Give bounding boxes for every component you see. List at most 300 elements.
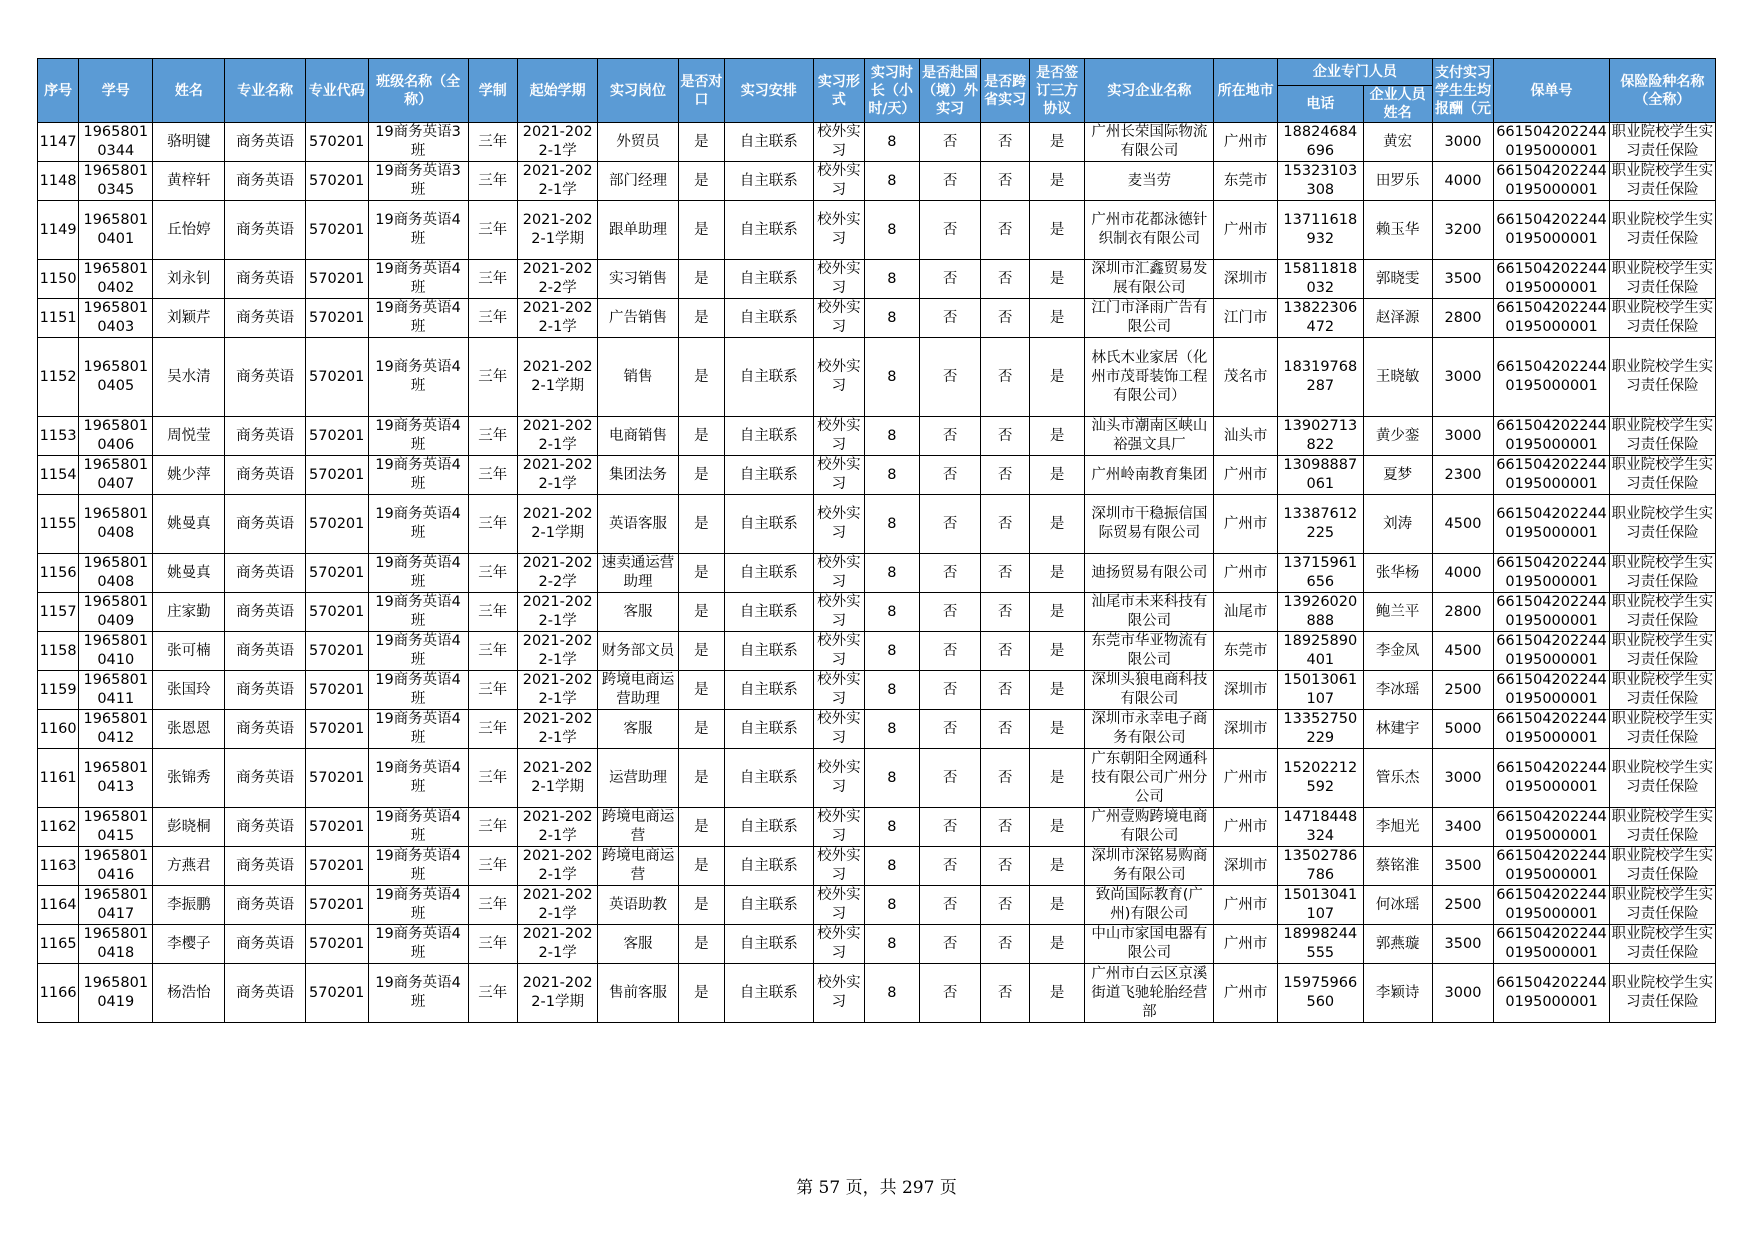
row-form-cell xyxy=(813,554,865,593)
row-insurance-cell xyxy=(1609,201,1715,260)
table-row xyxy=(38,632,1716,671)
row-company-cell xyxy=(1085,417,1214,456)
row-pay-cell xyxy=(1432,123,1494,162)
row-major-code: 570201 xyxy=(309,133,365,150)
row-policy-cell xyxy=(1494,456,1609,495)
row-cross-province-cell xyxy=(981,925,1029,964)
row-position-cell xyxy=(598,554,678,593)
row-agreement-cell xyxy=(1029,710,1085,749)
row-insurance-cell xyxy=(1609,710,1715,749)
row-company: 广州岭南教育集团 xyxy=(1091,466,1208,483)
row-major: 商务英语 xyxy=(236,681,295,698)
row-major-cell xyxy=(225,456,305,495)
row-company: 深圳头狼电商科技有限公司 xyxy=(1091,672,1208,707)
row-name-cell xyxy=(153,925,225,964)
row-major-cell xyxy=(225,925,305,964)
row-policy: 6615042022440195000001 xyxy=(1496,506,1607,541)
row-name: 黄梓轩 xyxy=(167,172,211,189)
row-duration-cell xyxy=(468,201,517,260)
row-class-name: 19商务英语4班 xyxy=(375,809,461,844)
row-position: 客服 xyxy=(623,720,653,737)
table-row xyxy=(38,162,1716,201)
row-policy-cell xyxy=(1494,593,1609,632)
row-major-code: 570201 xyxy=(309,896,365,913)
row-major: 商务英语 xyxy=(236,857,295,874)
row-phone-cell xyxy=(1278,123,1363,162)
row-abroad-cell xyxy=(919,925,981,964)
row-name: 姚曼真 xyxy=(167,564,211,581)
row-hours: 8 xyxy=(887,466,897,483)
row-start-term-cell xyxy=(517,671,597,710)
row-insurance: 职业院校学生实习责任保险 xyxy=(1611,359,1714,394)
row-position-cell xyxy=(598,925,678,964)
row-duration-cell xyxy=(468,495,517,554)
row-abroad: 否 xyxy=(942,935,958,952)
row-name-cell xyxy=(153,749,225,808)
row-position: 跨境电商运营助理 xyxy=(601,672,675,707)
row-student-id: 19658010344 xyxy=(83,124,149,159)
row-start-term-cell xyxy=(517,162,597,201)
row-student-id: 19658010415 xyxy=(83,809,149,844)
row-name-cell xyxy=(153,123,225,162)
row-form-cell xyxy=(813,632,865,671)
row-class-name: 19商务英语3班 xyxy=(375,163,461,198)
row-seq-cell xyxy=(38,886,79,925)
row-cross-province-cell xyxy=(981,632,1029,671)
row-duration: 三年 xyxy=(478,270,508,287)
header-abroad-text: 是否赴国（境）外实习 xyxy=(922,64,979,117)
header-pay xyxy=(1432,59,1494,123)
row-city-cell xyxy=(1214,456,1278,495)
row-contact-name-cell xyxy=(1363,749,1432,808)
row-policy: 6615042022440195000001 xyxy=(1496,212,1607,247)
row-duration: 三年 xyxy=(478,681,508,698)
row-class-name: 19商务英语4班 xyxy=(375,555,461,590)
row-contact-name: 李金凤 xyxy=(1375,642,1420,659)
row-hours: 8 xyxy=(887,564,897,581)
row-seq: 1153 xyxy=(39,427,77,444)
row-pay-cell xyxy=(1432,749,1494,808)
row-student-id: 19658010419 xyxy=(83,975,149,1010)
row-abroad-cell xyxy=(919,299,981,338)
row-city-cell xyxy=(1214,123,1278,162)
row-policy: 6615042022440195000001 xyxy=(1496,760,1607,795)
row-student-id-cell xyxy=(79,338,153,417)
row-major-code: 570201 xyxy=(309,935,365,952)
row-abroad-cell xyxy=(919,808,981,847)
row-start-term: 2021-2022-1学 xyxy=(522,418,593,453)
row-duration: 三年 xyxy=(478,133,508,150)
row-policy: 6615042022440195000001 xyxy=(1496,124,1607,159)
row-duration-cell xyxy=(468,260,517,299)
row-seq: 1164 xyxy=(39,896,77,913)
row-city-cell xyxy=(1214,671,1278,710)
row-city: 东莞市 xyxy=(1223,642,1268,659)
row-name-cell xyxy=(153,847,225,886)
row-position: 外贸员 xyxy=(616,133,660,150)
row-abroad: 否 xyxy=(942,896,958,913)
row-class-name: 19商务英语4班 xyxy=(375,594,461,629)
row-pay-cell xyxy=(1432,338,1494,417)
row-major-cell xyxy=(225,338,305,417)
row-duration: 三年 xyxy=(478,720,508,737)
row-company: 林氏木业家居（化州市茂哥装饰工程有限公司） xyxy=(1091,349,1208,404)
row-insurance-cell xyxy=(1609,808,1715,847)
row-pay: 2500 xyxy=(1444,681,1482,698)
row-seq: 1162 xyxy=(39,818,77,835)
row-class-name: 19商务英语4班 xyxy=(375,457,461,492)
row-company: 东莞市华亚物流有限公司 xyxy=(1091,633,1208,668)
row-position: 英语客服 xyxy=(608,515,667,532)
row-seq: 1160 xyxy=(39,720,77,737)
row-policy: 6615042022440195000001 xyxy=(1496,163,1607,198)
row-relevant: 是 xyxy=(694,427,709,444)
row-relevant: 是 xyxy=(694,221,709,238)
row-start-term-cell xyxy=(517,925,597,964)
row-agreement: 是 xyxy=(1049,270,1065,287)
row-relevant: 是 xyxy=(694,984,709,1001)
row-duration-cell xyxy=(468,886,517,925)
row-company-cell xyxy=(1085,886,1214,925)
row-position: 跟单助理 xyxy=(608,221,667,238)
row-start-term: 2021-2022-1学期 xyxy=(522,359,593,394)
row-company: 广州长荣国际物流有限公司 xyxy=(1091,124,1208,159)
row-hours: 8 xyxy=(887,769,897,786)
row-duration-cell xyxy=(468,123,517,162)
row-relevant: 是 xyxy=(694,133,709,150)
row-relevant-cell xyxy=(678,299,724,338)
row-start-term: 2021-2022-1学 xyxy=(522,594,593,629)
row-insurance-cell xyxy=(1609,417,1715,456)
row-abroad: 否 xyxy=(942,603,958,620)
row-major-code: 570201 xyxy=(309,818,365,835)
row-phone: 13352750229 xyxy=(1283,711,1358,746)
row-cross-province: 否 xyxy=(997,818,1013,835)
row-abroad-cell xyxy=(919,593,981,632)
row-relevant-cell xyxy=(678,123,724,162)
table-row xyxy=(38,964,1716,1023)
row-seq-cell xyxy=(38,632,79,671)
row-phone: 13715961656 xyxy=(1283,555,1358,590)
row-abroad: 否 xyxy=(942,769,958,786)
row-arrangement: 自主联系 xyxy=(739,133,798,150)
table-row xyxy=(38,671,1716,710)
row-city: 广州市 xyxy=(1223,769,1268,786)
row-position-cell xyxy=(598,201,678,260)
row-student-id: 19658010411 xyxy=(83,672,149,707)
row-relevant: 是 xyxy=(694,857,709,874)
row-hours: 8 xyxy=(887,642,897,659)
row-phone: 15323103308 xyxy=(1283,163,1358,198)
row-hours-cell xyxy=(865,338,920,417)
row-seq-cell xyxy=(38,123,79,162)
table-row xyxy=(38,710,1716,749)
row-contact-name: 张华杨 xyxy=(1375,564,1420,581)
row-insurance-cell xyxy=(1609,162,1715,201)
row-seq: 1152 xyxy=(39,368,77,385)
row-pay-cell xyxy=(1432,847,1494,886)
row-company: 广州壹购跨境电商有限公司 xyxy=(1091,809,1208,844)
row-class-name-cell xyxy=(368,260,468,299)
row-pay: 3400 xyxy=(1444,818,1482,835)
row-relevant: 是 xyxy=(694,515,709,532)
row-company-cell xyxy=(1085,749,1214,808)
row-abroad-cell xyxy=(919,123,981,162)
row-student-id-cell xyxy=(79,847,153,886)
row-seq-cell xyxy=(38,201,79,260)
row-cross-province: 否 xyxy=(997,857,1013,874)
row-phone-cell xyxy=(1278,808,1363,847)
table-row xyxy=(38,925,1716,964)
row-position: 跨境电商运营 xyxy=(601,848,675,883)
row-pay-cell xyxy=(1432,299,1494,338)
row-agreement-cell xyxy=(1029,417,1085,456)
row-position: 实习销售 xyxy=(608,270,667,287)
row-arrangement-cell xyxy=(725,886,814,925)
row-agreement: 是 xyxy=(1049,309,1065,326)
row-class-name: 19商务英语4班 xyxy=(375,672,461,707)
row-major: 商务英语 xyxy=(236,221,295,238)
table-header xyxy=(38,59,1716,123)
row-position: 客服 xyxy=(623,935,653,952)
row-class-name-cell xyxy=(368,162,468,201)
row-insurance: 职业院校学生实习责任保险 xyxy=(1611,124,1714,159)
row-contact-name-cell xyxy=(1363,162,1432,201)
row-duration-cell xyxy=(468,456,517,495)
row-seq: 1166 xyxy=(39,984,77,1001)
row-relevant: 是 xyxy=(694,896,709,913)
row-class-name: 19商务英语4班 xyxy=(375,760,461,795)
row-major-code: 570201 xyxy=(309,603,365,620)
row-relevant-cell xyxy=(678,201,724,260)
row-name-cell xyxy=(153,338,225,417)
row-student-id: 19658010405 xyxy=(83,359,149,394)
row-relevant-cell xyxy=(678,338,724,417)
row-agreement-cell xyxy=(1029,593,1085,632)
row-form: 校外实习 xyxy=(817,359,861,394)
row-student-id: 19658010417 xyxy=(83,887,149,922)
table-row xyxy=(38,456,1716,495)
row-form: 校外实习 xyxy=(817,809,861,844)
row-hours: 8 xyxy=(887,270,897,287)
row-student-id: 19658010408 xyxy=(83,506,149,541)
row-pay: 5000 xyxy=(1444,720,1482,737)
row-company: 深圳市深铭易购商务有限公司 xyxy=(1091,848,1208,883)
header-start-term: 起始学期 xyxy=(517,59,597,123)
row-insurance-cell xyxy=(1609,123,1715,162)
row-phone: 15975966560 xyxy=(1283,975,1358,1010)
row-phone: 18824684696 xyxy=(1283,124,1358,159)
row-major: 商务英语 xyxy=(236,270,295,287)
row-arrangement: 自主联系 xyxy=(739,896,798,913)
row-pay: 4000 xyxy=(1444,172,1482,189)
row-abroad: 否 xyxy=(942,857,958,874)
row-contact-name: 管乐杰 xyxy=(1375,769,1420,786)
row-abroad-cell xyxy=(919,671,981,710)
row-policy: 6615042022440195000001 xyxy=(1496,809,1607,844)
row-name: 杨浩怡 xyxy=(167,984,211,1001)
row-hours-cell xyxy=(865,593,920,632)
row-student-id-cell xyxy=(79,925,153,964)
row-policy-cell xyxy=(1494,162,1609,201)
row-cross-province-cell xyxy=(981,299,1029,338)
row-seq-cell xyxy=(38,417,79,456)
row-agreement: 是 xyxy=(1049,427,1065,444)
row-pay: 4500 xyxy=(1444,515,1482,532)
row-cross-province-cell xyxy=(981,886,1029,925)
row-seq: 1165 xyxy=(39,935,77,952)
row-agreement: 是 xyxy=(1049,896,1065,913)
header-class-name: 班级名称（全称） xyxy=(368,59,468,123)
row-major: 商务英语 xyxy=(236,603,295,620)
row-class-name: 19商务英语4班 xyxy=(375,212,461,247)
row-relevant-cell xyxy=(678,671,724,710)
row-abroad-cell xyxy=(919,201,981,260)
row-company-cell xyxy=(1085,338,1214,417)
row-name-cell xyxy=(153,964,225,1023)
row-agreement-cell xyxy=(1029,964,1085,1023)
row-relevant: 是 xyxy=(694,270,709,287)
row-major-cell xyxy=(225,886,305,925)
row-phone-cell xyxy=(1278,847,1363,886)
row-phone-cell xyxy=(1278,671,1363,710)
row-relevant: 是 xyxy=(694,564,709,581)
row-arrangement-cell xyxy=(725,495,814,554)
row-phone: 13387612225 xyxy=(1283,506,1358,541)
row-abroad-cell xyxy=(919,710,981,749)
row-position-cell xyxy=(598,710,678,749)
row-contact-name: 李旭光 xyxy=(1375,818,1420,835)
row-contact-name-cell xyxy=(1363,808,1432,847)
row-start-term-cell xyxy=(517,808,597,847)
row-agreement: 是 xyxy=(1049,984,1065,1001)
row-start-term: 2021-2022-1学期 xyxy=(522,975,593,1010)
row-company-cell xyxy=(1085,808,1214,847)
row-major-code: 570201 xyxy=(309,720,365,737)
row-abroad: 否 xyxy=(942,270,958,287)
row-major-code-cell xyxy=(305,925,368,964)
row-name-cell xyxy=(153,554,225,593)
row-major-cell xyxy=(225,808,305,847)
row-abroad: 否 xyxy=(942,642,958,659)
row-abroad-cell xyxy=(919,260,981,299)
row-hours-cell xyxy=(865,417,920,456)
row-major-code-cell xyxy=(305,417,368,456)
row-seq: 1161 xyxy=(39,769,77,786)
row-contact-name-cell xyxy=(1363,123,1432,162)
row-class-name-cell xyxy=(368,886,468,925)
row-cross-province-cell xyxy=(981,123,1029,162)
row-relevant-cell xyxy=(678,554,724,593)
row-major: 商务英语 xyxy=(236,466,295,483)
row-agreement-cell xyxy=(1029,749,1085,808)
row-insurance-cell xyxy=(1609,495,1715,554)
row-arrangement: 自主联系 xyxy=(739,720,798,737)
row-student-id: 19658010402 xyxy=(83,261,149,296)
row-start-term-cell xyxy=(517,632,597,671)
row-start-term: 2021-2022-1学 xyxy=(522,887,593,922)
row-form-cell xyxy=(813,925,865,964)
row-hours-cell xyxy=(865,925,920,964)
row-class-name-cell xyxy=(368,417,468,456)
row-company-cell xyxy=(1085,123,1214,162)
row-student-id-cell xyxy=(79,417,153,456)
row-arrangement: 自主联系 xyxy=(739,172,798,189)
row-arrangement: 自主联系 xyxy=(739,769,798,786)
row-arrangement-cell xyxy=(725,260,814,299)
row-arrangement-cell xyxy=(725,632,814,671)
row-major: 商务英语 xyxy=(236,309,295,326)
row-policy-cell xyxy=(1494,417,1609,456)
row-relevant: 是 xyxy=(694,935,709,952)
row-major-code: 570201 xyxy=(309,857,365,874)
row-agreement: 是 xyxy=(1049,133,1065,150)
row-arrangement: 自主联系 xyxy=(739,681,798,698)
row-duration-cell xyxy=(468,749,517,808)
row-policy-cell xyxy=(1494,123,1609,162)
row-abroad-cell xyxy=(919,964,981,1023)
row-arrangement-cell xyxy=(725,710,814,749)
row-duration-cell xyxy=(468,632,517,671)
row-form-cell xyxy=(813,338,865,417)
row-start-term: 2021-2022-1学 xyxy=(522,124,593,159)
row-major-cell xyxy=(225,710,305,749)
row-seq-cell xyxy=(38,710,79,749)
row-hours: 8 xyxy=(887,720,897,737)
row-major-code-cell xyxy=(305,749,368,808)
row-contact-name: 李冰瑶 xyxy=(1375,681,1420,698)
row-major-cell xyxy=(225,749,305,808)
row-class-name-cell xyxy=(368,925,468,964)
header-city: 所在地市 xyxy=(1214,59,1278,123)
row-major-code-cell xyxy=(305,632,368,671)
row-start-term-cell xyxy=(517,847,597,886)
row-company-cell xyxy=(1085,162,1214,201)
row-contact-name: 蔡铭淮 xyxy=(1375,857,1420,874)
row-company: 汕尾市未来科技有限公司 xyxy=(1091,594,1208,629)
row-name: 方燕君 xyxy=(167,857,211,874)
row-company-cell xyxy=(1085,260,1214,299)
table-row xyxy=(38,749,1716,808)
row-insurance-cell xyxy=(1609,886,1715,925)
row-name-cell xyxy=(153,808,225,847)
row-name: 周悦莹 xyxy=(167,427,211,444)
row-major-code: 570201 xyxy=(309,309,365,326)
row-agreement-cell xyxy=(1029,671,1085,710)
row-name-cell xyxy=(153,201,225,260)
row-insurance-cell xyxy=(1609,964,1715,1023)
row-phone-cell xyxy=(1278,886,1363,925)
row-cross-province: 否 xyxy=(997,720,1013,737)
row-city: 广州市 xyxy=(1223,984,1268,1001)
row-pay-cell xyxy=(1432,495,1494,554)
row-start-term: 2021-2022-1学 xyxy=(522,163,593,198)
row-insurance-cell xyxy=(1609,260,1715,299)
row-contact-name: 黄宏 xyxy=(1383,133,1413,150)
row-hours-cell xyxy=(865,847,920,886)
row-city: 深圳市 xyxy=(1223,857,1268,874)
row-duration: 三年 xyxy=(478,642,508,659)
row-policy: 6615042022440195000001 xyxy=(1496,672,1607,707)
row-major-code-cell xyxy=(305,886,368,925)
row-duration-cell xyxy=(468,964,517,1023)
row-policy-cell xyxy=(1494,338,1609,417)
row-class-name-cell xyxy=(368,299,468,338)
row-phone: 18319768287 xyxy=(1283,359,1358,394)
row-position-cell xyxy=(598,749,678,808)
row-cross-province: 否 xyxy=(997,984,1013,1001)
row-abroad: 否 xyxy=(942,564,958,581)
